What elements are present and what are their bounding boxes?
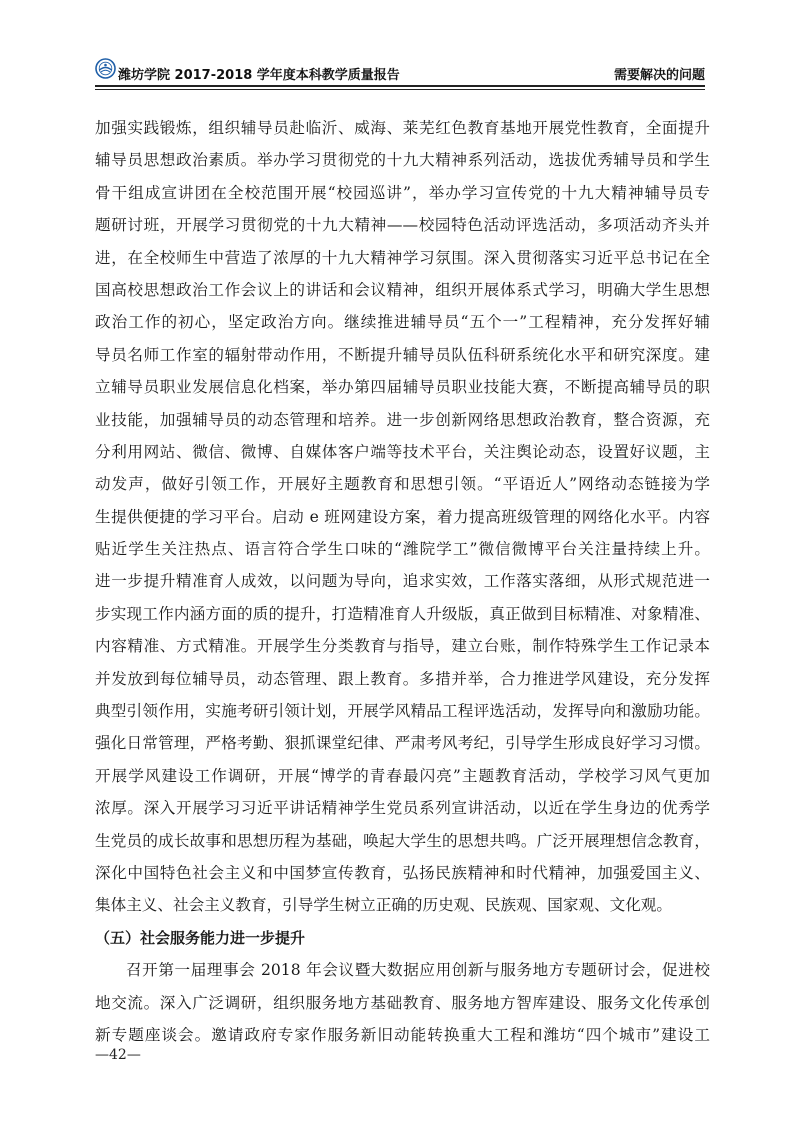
text-line: 生提供便捷的学习平台。启动 e 班网建设方案，着力提高班级管理的网络化水平。内容 xyxy=(95,507,710,526)
text-line: 分利用网站、微信、微博、自媒体客户端等技术平台，关注舆论动态，设置好议题，主 xyxy=(95,442,710,461)
text-line: 动发声，做好引领工作，开展好主题教育和思想引领。“平语近人”网络动态链接为学 xyxy=(95,475,710,494)
section-title: 需要解决的问题 xyxy=(613,68,705,83)
text-line: 进一步提升精准育人成效，以问题为导向，追求实效，工作落实落细，从形式规范进一 xyxy=(95,572,710,591)
text-line: 题研讨班，开展学习贯彻党的十九大精神——校园特色活动评选活动，多项活动齐头并 xyxy=(95,216,710,235)
paragraph-student-work xyxy=(95,112,710,922)
page-number: —42— xyxy=(95,1047,141,1063)
text-line: 深化中国特色社会主义和中国梦宣传教育，弘扬民族精神和时代精神，加强爱国主义、 xyxy=(95,863,710,882)
header-rule-thin xyxy=(95,89,705,90)
text-line: 生党员的成长故事和思想历程为基础，唤起大学生的思想共鸣。广泛开展理想信念教育， xyxy=(95,831,710,850)
text-line: 贴近学生关注热点、语言符合学生口味的“潍院学工”微信微博平台关注量持续上升。 xyxy=(95,540,710,559)
text-line: 集体主义、社会主义教育，引导学生树立正确的历史观、民族观、国家观、文化观。 xyxy=(95,896,672,915)
university-emblem-icon xyxy=(95,58,116,79)
text-line: 内容精准、方式精准。开展学生分类教育与指导，建立台账，制作特殊学生工作记录本 xyxy=(95,637,710,656)
text-line: 新专题座谈会。邀请政府专家作服务新旧动能转换重大工程和潍坊“四个城市”建设工 xyxy=(95,1025,710,1044)
text-line: 加强实践锻炼，组织辅导员赴临沂、威海、莱芜红色教育基地开展党性教育，全面提升 xyxy=(95,119,710,137)
text-line: 并发放到每位辅导员，动态管理、跟上教育。多措并举，合力推进学风建设，充分发挥 xyxy=(95,669,710,688)
report-body xyxy=(95,112,710,1051)
text-line: 强化日常管理，严格考勤、狠抓课堂纪律、严肃考风考纪，引导学生形成良好学习习惯。 xyxy=(95,734,710,753)
text-line: 地交流。深入广泛调研，组织服务地方基础教育、服务地方智库建设、服务文化传承创 xyxy=(95,993,710,1012)
text-line: 开展学风建设工作调研，开展“博学的青春最闪亮”主题教育活动，学校学习风气更加 xyxy=(95,766,710,785)
text-line: 浓厚。深入开展学习习近平讲话精神学生党员系列宣讲活动，以近在学生身边的优秀学 xyxy=(95,799,710,818)
text-line: 辅导员思想政治素质。举办学习贯彻党的十九大精神系列活动，选拔优秀辅导员和学生 xyxy=(95,151,710,170)
section-heading: （五）社会服务能力进一步提升 xyxy=(95,928,306,947)
text-line: 召开第一届理事会 2018 年会议暨大数据应用创新与服务地方专题研讨会，促进校 xyxy=(126,961,710,980)
report-title: 潍坊学院 2017-2018 学年度本科教学质量报告 xyxy=(118,68,400,83)
text-line: 导员名师工作室的辐射带动作用，不断提升辅导员队伍科研系统化水平和研究深度。建 xyxy=(95,345,710,364)
page-header xyxy=(95,58,705,88)
text-line: 典型引领作用，实施考研引领计划，开展学风精品工程评选活动，发挥导向和激励功能。 xyxy=(95,702,710,721)
text-line: 政治工作的初心，坚定政治方向。继续推进辅导员“五个一”工程精神，充分发挥好辅 xyxy=(95,313,710,332)
text-line: 进，在全校师生中营造了浓厚的十九大精神学习氛围。深入贯彻落实习近平总书记在全 xyxy=(95,248,710,267)
text-line: 立辅导员职业发展信息化档案，举办第四届辅导员职业技能大赛，不断提高辅导员的职 xyxy=(95,378,710,397)
header-rule-thick xyxy=(95,85,705,87)
text-line: 国高校思想政治工作会议上的讲话和会议精神，组织开展体系式学习，明确大学生思想 xyxy=(95,280,710,299)
text-line: 骨干组成宣讲团在全校范围开展“校园巡讲”，举办学习宣传党的十九大精神辅导员专 xyxy=(95,183,710,202)
paragraph-social-service xyxy=(95,954,710,1051)
text-line: 步实现工作内涵方面的质的提升，打造精准育人升级版，真正做到目标精准、对象精准、 xyxy=(95,604,710,623)
text-line: 业技能，加强辅导员的动态管理和培养。进一步创新网络思想政治教育，整合资源，充 xyxy=(95,410,710,429)
